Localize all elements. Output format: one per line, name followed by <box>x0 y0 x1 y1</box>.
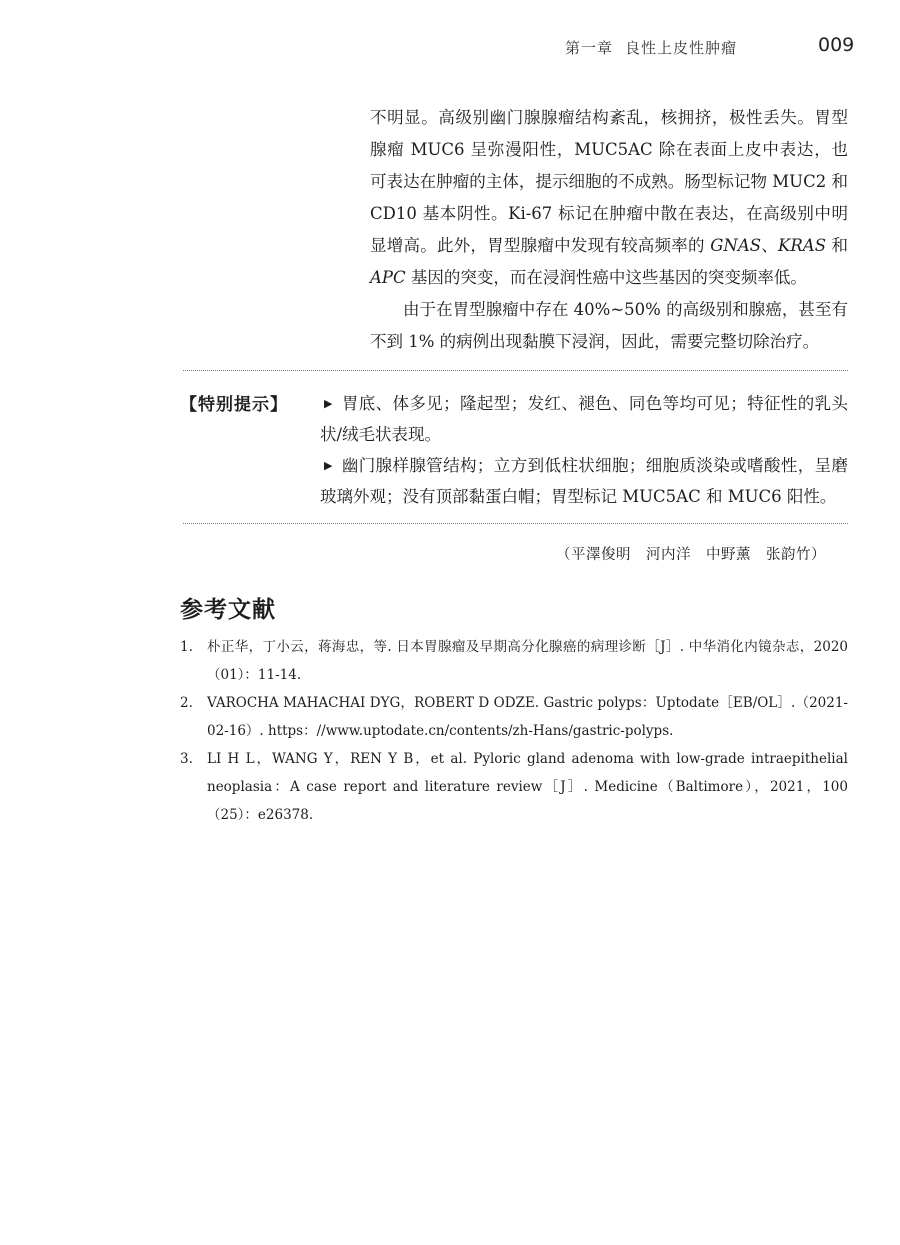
reference-text: 朴正华，丁小云，蒋海忠，等. 日本胃腺瘤及早期高分化腺癌的病理诊断［J］. 中华消化内镜杂志，2020（01）：11-14. <box>207 639 848 683</box>
chapter-title: 良性上皮性肿瘤 <box>625 39 738 57</box>
author-credits: （平澤俊明 河内洋 中野薰 张韵竹） <box>556 547 826 563</box>
triangle-bullet-icon: ▶ <box>324 397 333 410</box>
reference-item <box>180 745 848 829</box>
references-heading: 参考文献 <box>180 597 276 623</box>
triangle-bullet-icon: ▶ <box>324 459 333 472</box>
gene-name: KRAS <box>778 236 827 255</box>
reference-number: 1. <box>180 639 193 655</box>
reference-number: 3. <box>180 751 193 767</box>
body-text <box>370 102 848 358</box>
body-paragraph-1: 不明显。高级别幽门腺腺瘤结构紊乱，核拥挤，极性丢失。胃型腺瘤 MUC6 呈弥漫阳性，MUC5AC 除在表面上皮中表达，也可表达在肿瘤的主体，提示细胞的不成熟。肠型标记物 MUC2 和 CD10 基本阴性。Ki-67 标记在肿瘤中散在表达，在高级别中明显增高。此外，胃型腺瘤中发现有较高频率的 GNAS、KRAS 和 APC 基因的突变，而在浸润性癌中这些基因的突变频率低。 <box>370 108 849 287</box>
page-number: 009 <box>818 34 855 56</box>
reference-item <box>180 689 848 745</box>
reference-text: LI H L，WANG Y，REN Y B，et al. Pyloric gland adenoma with low-grade intraepithelial neoplasia：A case report and literature review［J］. Medicine（Baltimore），2021，100（25）：e26378. <box>207 751 848 823</box>
tip-item: ▶ 幽门腺样腺管结构；立方到低柱状细胞；细胞质淡染或嗜酸性，呈磨玻璃外观；没有顶部黏蛋白帽；胃型标记 MUC5AC 和 MUC6 阳性。 <box>320 450 848 512</box>
tip-item: ▶ 胃底、体多见；隆起型；发红、褪色、同色等均可见；特征性的乳头状/绒毛状表现。 <box>320 388 848 450</box>
special-tips-list <box>320 388 848 512</box>
references-list <box>180 633 848 829</box>
chapter-label: 第一章 <box>565 39 614 57</box>
dotted-divider-bottom <box>183 523 848 524</box>
dotted-divider-top <box>183 370 848 371</box>
gene-name: GNAS <box>710 236 762 255</box>
reference-item <box>180 633 848 689</box>
reference-text: VAROCHA MAHACHAI DYG，ROBERT D ODZE. Gastric polyps：Uptodate［EB/OL］.（2021-02-16）. https：//www.uptodate.cn/contents/zh-Hans/gastric-polyps. <box>207 695 848 739</box>
reference-number: 2. <box>180 695 193 711</box>
body-paragraph-2: 由于在胃型腺瘤中存在 40%~50% 的高级别和腺癌，甚至有不到 1% 的病例出现黏膜下浸润，因此，需要完整切除治疗。 <box>370 300 848 351</box>
running-head <box>0 34 900 60</box>
gene-name: APC <box>370 268 406 287</box>
special-tips-label: 【特别提示】 <box>180 395 288 415</box>
